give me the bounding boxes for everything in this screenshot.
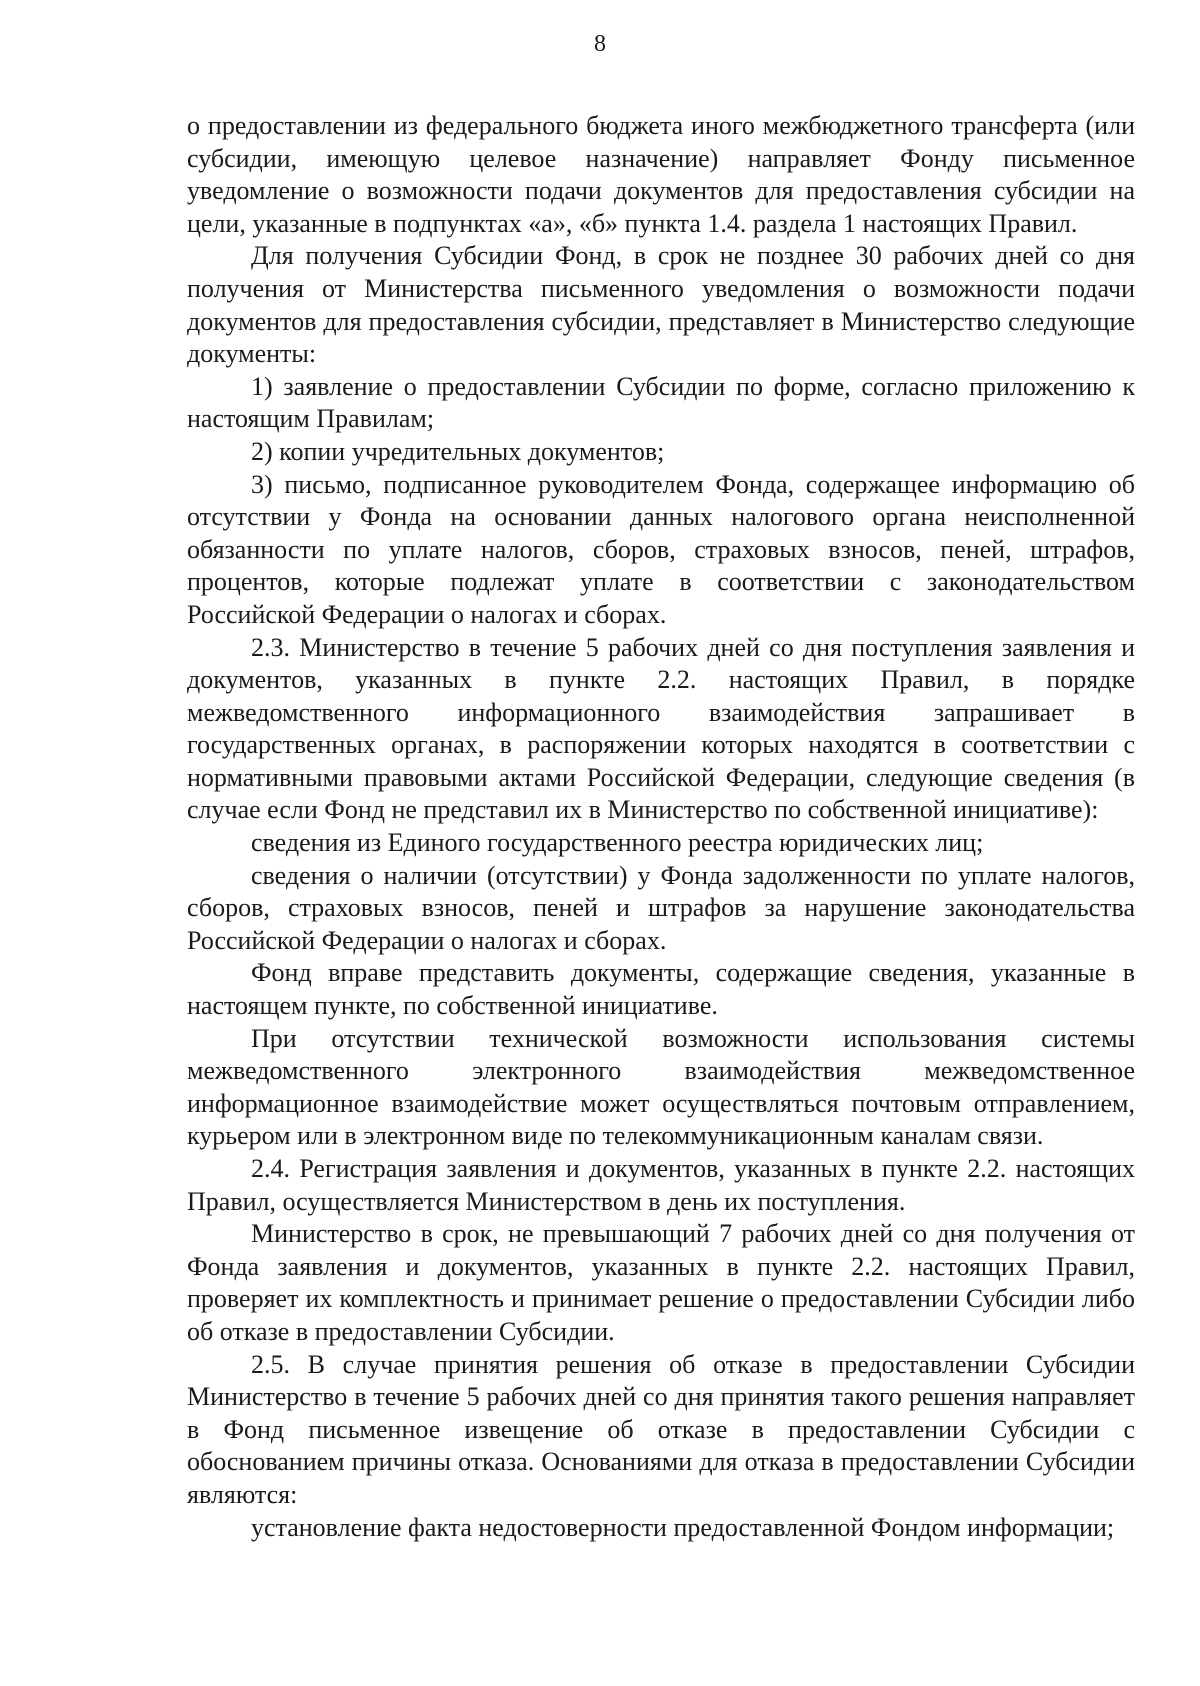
paragraph-tax-debt-info: сведения о наличии (отсутствии) у Фонда задолженности по уплате налогов, сборов, страховых взносов, пеней и штрафов за нарушение законодательства Российской Федерации о налогах и сборах. — [187, 860, 1135, 955]
list-item-tax-letter: 3) письмо, подписанное руководителем Фонда, содержащее информацию об отсутствии у Фонда на основании данных налогового органа неисполненной обязанности по уплате налогов, сборов, страховых взносов, пеней, штрафов, процентов, которые подлежат уплате в соответствии с законодательством Российской Федерации о налогах и сборах. — [187, 469, 1135, 629]
clause-2-5: 2.5. В случае принятия решения об отказе в предоставлении Субсидии Министерство в течение 5 рабочих дней со дня принятия такого решения направляет в Фонд письменное извещение об отказе в предоставлении Субсидии с обоснованием причины отказа. Основаниями для отказа в предоставлении Субсидии являются: — [187, 1349, 1135, 1509]
page-number: 8 — [594, 31, 606, 57]
document-body — [187, 110, 1135, 1544]
clause-2-3: 2.3. Министерство в течение 5 рабочих дней со дня поступления заявления и документов, указанных в пункте 2.2. настоящих Правил, в порядке межведомственного информационного взаимодействия запрашивает в государственных органах, в распоряжении которых находятся в соответствии с нормативными правовыми актами Российской Федерации, следующие сведения (в случае если Фонд не представил их в Министерство по собственной инициативе): — [187, 632, 1135, 825]
paragraph-own-initiative: Фонд вправе представить документы, содержащие сведения, указанные в настоящем пункте, по собственной инициативе. — [187, 958, 1135, 1021]
list-item-founding-documents: 2) копии учредительных документов; — [251, 436, 665, 466]
paragraph-refusal-ground: установление факта недостоверности предоставленной Фондом информации; — [251, 1512, 1115, 1542]
clause-2-4: 2.4. Регистрация заявления и документов, указанных в пункте 2.2. настоящих Правил, осуществляется Министерством в день их поступления. — [187, 1154, 1135, 1216]
paragraph-interagency-exchange: При отсутствии технической возможности использования системы межведомственного электронного взаимодействия межведомственное информационное взаимодействие может осуществляться почтовым отправлением, курьером или в электронном виде по телекоммуникационным каналам связи. — [187, 1023, 1135, 1151]
paragraph-continuation: о предоставлении из федерального бюджета иного межбюджетного трансферта (или субсидии, имеющую целевое назначение) направляет Фонду письменное уведомление о возможности подачи документов для предоставления субсидии на цели, указанные в подпунктах «а», «б» пункта 1.4. раздела 1 настоящих Правил. — [187, 111, 1135, 238]
paragraph-ministry-decision: Министерство в срок, не превышающий 7 рабочих дней со дня получения от Фонда заявления и документов, указанных в пункте 2.2. настоящих Правил, проверяет их комплектность и принимает решение о предоставлении Субсидии либо об отказе в предоставлении Субсидии. — [187, 1219, 1135, 1346]
paragraph-documents-submission: Для получения Субсидии Фонд, в срок не позднее 30 рабочих дней со дня получения от Министерства письменного уведомления о возможности подачи документов для предоставления субсидии, представляет в Министерство следующие документы: — [187, 241, 1135, 369]
paragraph-egrul-info: сведения из Единого государственного реестра юридических лиц; — [251, 828, 984, 858]
list-item-application: 1) заявление о предоставлении Субсидии по форме, согласно приложению к настоящим Правилам; — [187, 371, 1135, 434]
